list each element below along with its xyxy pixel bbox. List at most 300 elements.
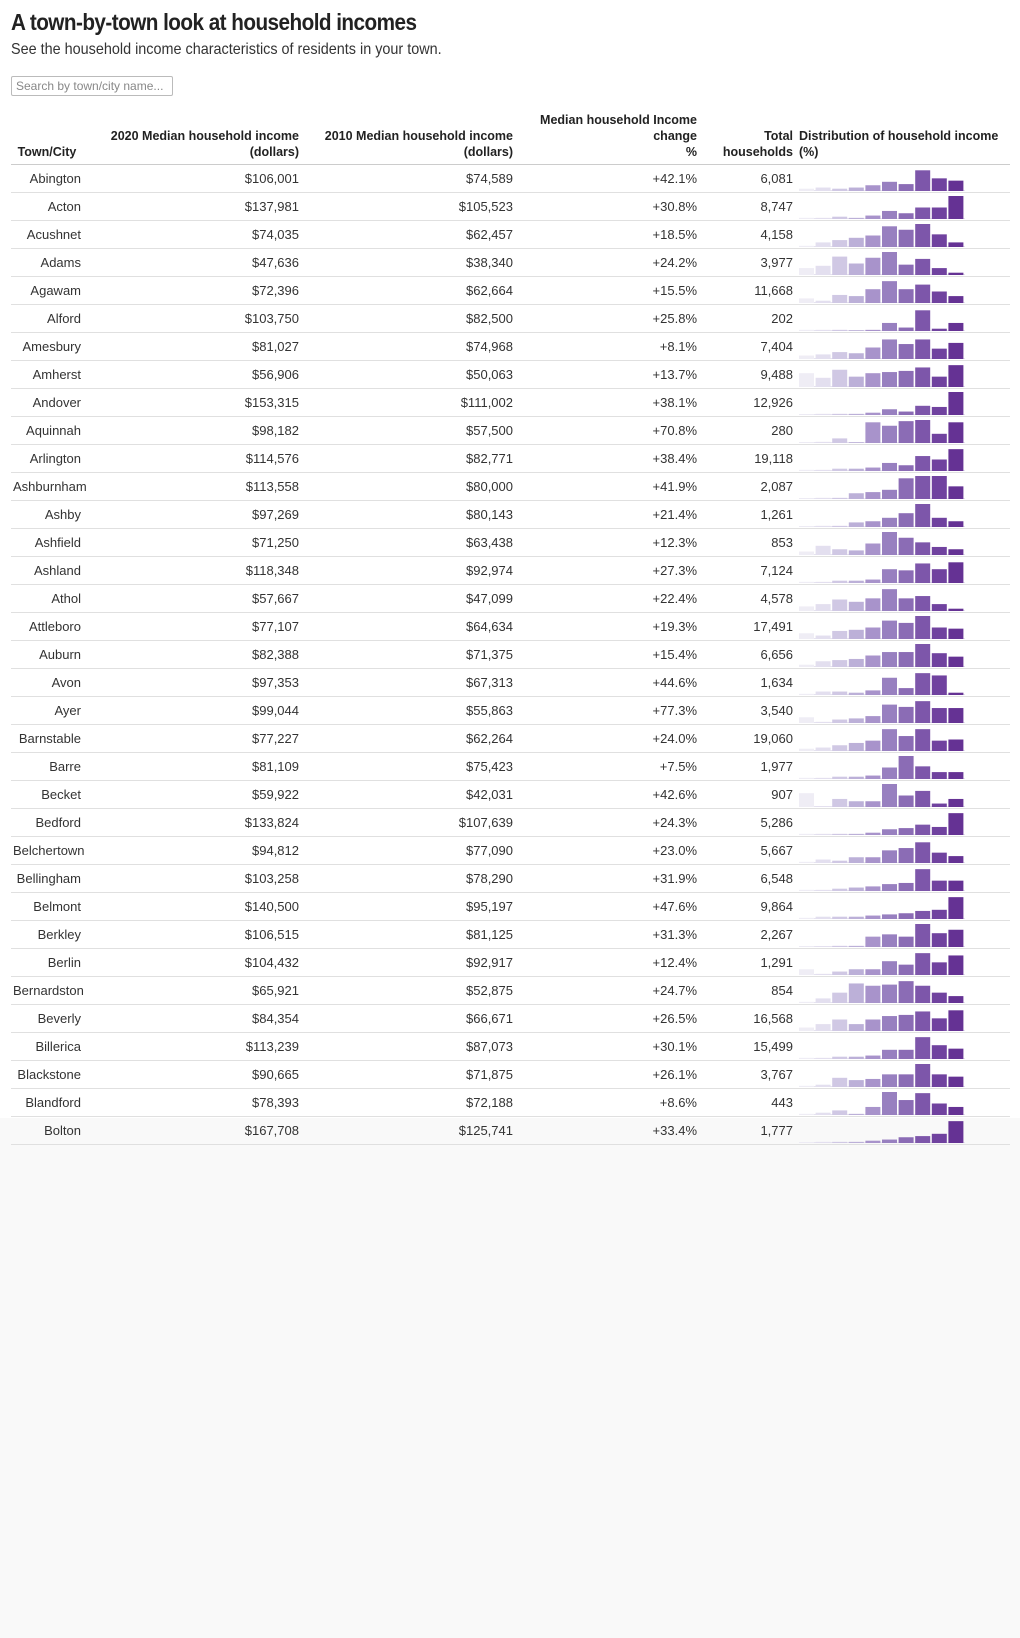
distribution-bar xyxy=(932,1018,947,1031)
town-cell: Bellingham xyxy=(11,865,83,893)
distribution-sparkline xyxy=(799,335,967,359)
distribution-bar xyxy=(882,210,897,218)
distribution-bar xyxy=(882,181,897,190)
distribution-bar xyxy=(832,798,847,806)
distribution-bar xyxy=(948,1048,963,1058)
distribution-bar xyxy=(932,604,947,611)
income-2010-cell: $77,090 xyxy=(301,837,515,865)
distribution-bar xyxy=(799,498,814,499)
distribution-bar xyxy=(816,187,831,190)
income-2020-cell: $104,432 xyxy=(83,949,301,977)
distribution-sparkline xyxy=(799,867,967,891)
households-cell: 443 xyxy=(699,1089,795,1117)
distribution-bar xyxy=(832,188,847,190)
distribution-sparkline xyxy=(799,979,967,1003)
header-income-2010[interactable] xyxy=(301,112,515,165)
distribution-bar xyxy=(832,468,847,470)
distribution-bar xyxy=(799,693,814,694)
distribution-bar xyxy=(832,833,847,834)
income-2010-cell: $81,125 xyxy=(301,921,515,949)
distribution-bar xyxy=(882,652,897,667)
distribution-bar xyxy=(882,850,897,863)
income-2010-cell: $74,589 xyxy=(301,165,515,193)
search-input[interactable] xyxy=(11,76,173,96)
distribution-bar xyxy=(799,717,814,723)
distribution-bar xyxy=(865,598,880,611)
distribution-bar xyxy=(865,329,880,330)
distribution-bar xyxy=(799,355,814,358)
distribution-bar xyxy=(799,526,814,527)
distribution-bar xyxy=(865,1078,880,1086)
header-income-2010-line2: (dollars) xyxy=(463,145,513,159)
distribution-bar xyxy=(849,442,864,443)
distribution-bar xyxy=(816,1057,831,1058)
distribution-bar xyxy=(816,1141,831,1142)
distribution-sparkline xyxy=(799,615,967,639)
distribution-bar xyxy=(948,322,963,330)
table-row xyxy=(11,473,1010,501)
distribution-sparkline xyxy=(799,475,967,499)
distribution-bar xyxy=(865,832,880,834)
distribution-bar xyxy=(832,599,847,611)
distribution-bar xyxy=(948,996,963,1003)
distribution-cell xyxy=(795,529,1010,557)
table-row xyxy=(11,165,1010,193)
distribution-bar xyxy=(799,188,814,190)
distribution-bar xyxy=(816,413,831,414)
table-row xyxy=(11,445,1010,473)
distribution-sparkline xyxy=(799,559,967,583)
households-cell: 280 xyxy=(699,417,795,445)
distribution-bar xyxy=(915,258,930,274)
table-row xyxy=(11,529,1010,557)
households-cell: 1,977 xyxy=(699,753,795,781)
distribution-bar xyxy=(849,330,864,331)
distribution-bar xyxy=(948,296,963,303)
distribution-bar xyxy=(882,1092,897,1115)
distribution-bar xyxy=(899,421,914,443)
income-change-cell: +15.5% xyxy=(515,277,699,305)
distribution-cell xyxy=(795,557,1010,585)
distribution-bar xyxy=(915,985,930,1002)
income-change-cell: +8.6% xyxy=(515,1089,699,1117)
distribution-cell xyxy=(795,753,1010,781)
distribution-cell xyxy=(795,361,1010,389)
distribution-cell xyxy=(795,1061,1010,1089)
distribution-sparkline xyxy=(799,223,967,247)
distribution-bar xyxy=(799,861,814,862)
distribution-cell xyxy=(795,501,1010,529)
distribution-bar xyxy=(849,550,864,555)
town-cell: Barnstable xyxy=(11,725,83,753)
income-change-cell: +70.8% xyxy=(515,417,699,445)
income-2010-cell: $55,863 xyxy=(301,697,515,725)
distribution-sparkline xyxy=(799,363,967,387)
distribution-bar xyxy=(915,456,930,471)
income-2020-cell: $65,921 xyxy=(83,977,301,1005)
distribution-bar xyxy=(932,569,947,583)
distribution-bar xyxy=(799,1142,814,1143)
distribution-cell xyxy=(795,977,1010,1005)
distribution-bar xyxy=(832,1141,847,1142)
distribution-sparkline xyxy=(799,307,967,331)
income-2010-cell: $92,917 xyxy=(301,949,515,977)
distribution-bar xyxy=(899,981,914,1003)
table-row xyxy=(11,865,1010,893)
distribution-bar xyxy=(899,795,914,807)
income-2010-cell: $52,875 xyxy=(301,977,515,1005)
distribution-bar xyxy=(832,413,847,414)
distribution-cell xyxy=(795,921,1010,949)
distribution-bar xyxy=(882,829,897,835)
page-title: A town-by-town look at household incomes xyxy=(11,9,417,35)
distribution-bar xyxy=(915,644,930,667)
income-change-cell: +19.3% xyxy=(515,613,699,641)
distribution-bar xyxy=(915,924,930,947)
distribution-bar xyxy=(915,542,930,555)
distribution-bar xyxy=(915,1011,930,1031)
distribution-bar xyxy=(915,405,930,414)
households-cell: 4,578 xyxy=(699,585,795,613)
distribution-bar xyxy=(899,370,914,386)
header-town[interactable] xyxy=(11,112,83,165)
distribution-cell xyxy=(795,669,1010,697)
distribution-bar xyxy=(832,971,847,974)
distribution-bar xyxy=(849,493,864,499)
distribution-bar xyxy=(948,196,963,219)
households-cell: 7,404 xyxy=(699,333,795,361)
distribution-bar xyxy=(849,692,864,694)
distribution-bar xyxy=(948,813,963,835)
distribution-bar xyxy=(816,998,831,1003)
distribution-bar xyxy=(832,992,847,1002)
income-2020-cell: $82,388 xyxy=(83,641,301,669)
table-row xyxy=(11,949,1010,977)
distribution-bar xyxy=(816,973,831,974)
distribution-bar xyxy=(948,955,963,975)
header-income-2010-line1: 2010 Median household income xyxy=(324,129,513,143)
income-2010-cell: $80,000 xyxy=(301,473,515,501)
header-households-line1: Total xyxy=(764,129,793,143)
distribution-bar xyxy=(932,653,947,667)
distribution-cell xyxy=(795,417,1010,445)
households-cell: 5,667 xyxy=(699,837,795,865)
distribution-cell xyxy=(795,1117,1010,1145)
income-2010-cell: $47,099 xyxy=(301,585,515,613)
town-cell: Barre xyxy=(11,753,83,781)
distribution-cell xyxy=(795,1005,1010,1033)
distribution-bar xyxy=(915,701,930,723)
income-2010-cell: $78,290 xyxy=(301,865,515,893)
distribution-bar xyxy=(915,790,930,806)
distribution-bar xyxy=(849,522,864,527)
distribution-bar xyxy=(882,934,897,947)
table-row xyxy=(11,585,1010,613)
distribution-bar xyxy=(832,580,847,582)
distribution-bar xyxy=(865,579,880,582)
distribution-bar xyxy=(915,729,930,751)
distribution-bar xyxy=(882,409,897,415)
income-2010-cell: $57,500 xyxy=(301,417,515,445)
income-2010-cell: $74,968 xyxy=(301,333,515,361)
income-2020-cell: $99,044 xyxy=(83,697,301,725)
income-change-cell: +18.5% xyxy=(515,221,699,249)
distribution-cell xyxy=(795,613,1010,641)
distribution-bar xyxy=(865,412,880,414)
distribution-bar xyxy=(932,348,947,358)
distribution-bar xyxy=(932,234,947,247)
distribution-bar xyxy=(832,352,847,359)
income-2010-cell: $125,741 xyxy=(301,1117,515,1145)
income-2020-cell: $77,107 xyxy=(83,613,301,641)
distribution-bar xyxy=(948,562,963,583)
distribution-bar xyxy=(816,377,831,386)
distribution-bar xyxy=(799,329,814,330)
distribution-bar xyxy=(882,569,897,583)
distribution-bar xyxy=(832,497,847,498)
distribution-bar xyxy=(882,1016,897,1031)
distribution-bar xyxy=(915,420,930,443)
distribution-bar xyxy=(832,945,847,946)
income-2020-cell: $103,750 xyxy=(83,305,301,333)
distribution-bar xyxy=(932,178,947,191)
distribution-sparkline xyxy=(799,531,967,555)
distribution-bar xyxy=(932,476,947,499)
distribution-bar xyxy=(816,525,831,526)
distribution-bar xyxy=(865,467,880,470)
header-income-2020[interactable] xyxy=(83,112,301,165)
distribution-bar xyxy=(832,860,847,862)
distribution-bar xyxy=(899,756,914,779)
table-row xyxy=(11,1005,1010,1033)
distribution-cell xyxy=(795,781,1010,809)
income-2010-cell: $62,264 xyxy=(301,725,515,753)
distribution-bar xyxy=(865,740,880,750)
distribution-bar xyxy=(816,635,831,638)
income-table xyxy=(11,112,1010,1145)
households-cell: 5,286 xyxy=(699,809,795,837)
distribution-bar xyxy=(915,1037,930,1059)
distribution-bar xyxy=(899,327,914,330)
households-cell: 4,158 xyxy=(699,221,795,249)
distribution-bar xyxy=(832,916,847,918)
distribution-bar xyxy=(865,1055,880,1058)
distribution-cell xyxy=(795,445,1010,473)
distribution-bar xyxy=(816,946,831,947)
distribution-bar xyxy=(799,442,814,443)
town-cell: Ayer xyxy=(11,697,83,725)
distribution-cell xyxy=(795,333,1010,361)
income-2020-cell: $81,109 xyxy=(83,753,301,781)
income-2010-cell: $95,197 xyxy=(301,893,515,921)
table-row xyxy=(11,417,1010,445)
distribution-bar xyxy=(849,833,864,834)
town-cell: Avon xyxy=(11,669,83,697)
distribution-bar xyxy=(865,985,880,1002)
distribution-bar xyxy=(865,915,880,918)
distribution-bar xyxy=(799,1085,814,1086)
distribution-cell xyxy=(795,221,1010,249)
town-cell: Ashfield xyxy=(11,529,83,557)
distribution-bar xyxy=(882,589,897,611)
distribution-bar xyxy=(816,469,831,470)
households-cell: 12,926 xyxy=(699,389,795,417)
distribution-bar xyxy=(915,207,930,219)
income-change-cell: +38.1% xyxy=(515,389,699,417)
households-cell: 11,668 xyxy=(699,277,795,305)
income-change-cell: +13.7% xyxy=(515,361,699,389)
header-income-2020-line2: (dollars) xyxy=(249,145,299,159)
distribution-bar xyxy=(799,1001,814,1002)
income-2010-cell: $42,031 xyxy=(301,781,515,809)
distribution-bar xyxy=(915,476,930,499)
distribution-sparkline xyxy=(799,167,967,191)
income-change-cell: +31.3% xyxy=(515,921,699,949)
distribution-bar xyxy=(948,880,963,890)
distribution-bar xyxy=(948,772,963,779)
distribution-bar xyxy=(948,521,963,527)
page-subtitle: See the household income characteristics of residents in your town. xyxy=(11,41,442,58)
income-2020-cell: $74,035 xyxy=(83,221,301,249)
distribution-bar xyxy=(882,704,897,722)
distribution-bar xyxy=(816,265,831,274)
distribution-bar xyxy=(932,627,947,639)
income-change-cell: +23.0% xyxy=(515,837,699,865)
income-2020-cell: $90,665 xyxy=(83,1061,301,1089)
income-2020-cell: $114,576 xyxy=(83,445,301,473)
town-cell: Berkley xyxy=(11,921,83,949)
distribution-bar xyxy=(899,289,914,303)
distribution-bar xyxy=(832,1056,847,1058)
header-households[interactable] xyxy=(699,112,795,165)
distribution-sparkline xyxy=(799,1007,967,1031)
distribution-bar xyxy=(832,256,847,274)
distribution-bar xyxy=(799,833,814,834)
households-cell: 8,747 xyxy=(699,193,795,221)
income-change-cell: +27.3% xyxy=(515,557,699,585)
distribution-bar xyxy=(832,888,847,890)
distribution-bar xyxy=(832,1077,847,1086)
income-2010-cell: $92,974 xyxy=(301,557,515,585)
distribution-bar xyxy=(932,1133,947,1142)
distribution-cell xyxy=(795,277,1010,305)
distribution-cell xyxy=(795,837,1010,865)
distribution-bar xyxy=(899,184,914,191)
distribution-bar xyxy=(799,664,814,666)
table-row xyxy=(11,809,1010,837)
distribution-bar xyxy=(849,742,864,750)
income-2020-cell: $56,906 xyxy=(83,361,301,389)
table-row xyxy=(11,193,1010,221)
distribution-bar xyxy=(816,721,831,722)
distribution-bar xyxy=(948,1121,963,1143)
distribution-bar xyxy=(865,235,880,247)
distribution-bar xyxy=(865,1019,880,1031)
distribution-cell xyxy=(795,865,1010,893)
distribution-bar xyxy=(882,884,897,891)
distribution-bar xyxy=(799,551,814,554)
distribution-bar xyxy=(882,1049,897,1058)
distribution-bar xyxy=(899,570,914,583)
distribution-bar xyxy=(832,369,847,386)
distribution-bar xyxy=(932,268,947,275)
distribution-bar xyxy=(932,207,947,219)
town-cell: Billerica xyxy=(11,1033,83,1061)
distribution-bar xyxy=(882,489,897,498)
income-2010-cell: $82,771 xyxy=(301,445,515,473)
distribution-cell xyxy=(795,809,1010,837)
distribution-bar xyxy=(832,294,847,302)
distribution-bar xyxy=(832,745,847,751)
distribution-sparkline xyxy=(799,671,967,695)
distribution-sparkline xyxy=(799,699,967,723)
distribution-bar xyxy=(882,1074,897,1087)
distribution-bar xyxy=(882,914,897,919)
town-cell: Ashland xyxy=(11,557,83,585)
distribution-bar xyxy=(899,1049,914,1058)
income-2020-cell: $81,027 xyxy=(83,333,301,361)
income-2010-cell: $67,313 xyxy=(301,669,515,697)
income-change-cell: +41.9% xyxy=(515,473,699,501)
distribution-bar xyxy=(948,342,963,358)
distribution-bar xyxy=(865,1106,880,1114)
table-row xyxy=(11,1089,1010,1117)
income-2020-cell: $113,239 xyxy=(83,1033,301,1061)
town-cell: Ashby xyxy=(11,501,83,529)
town-cell: Ashburnham xyxy=(11,473,83,501)
distribution-bar xyxy=(849,658,864,666)
distribution-bar xyxy=(849,776,864,778)
distribution-bar xyxy=(816,889,831,890)
distribution-bar xyxy=(849,983,864,1003)
distribution-bar xyxy=(832,216,847,218)
distribution-cell xyxy=(795,893,1010,921)
distribution-bar xyxy=(799,1113,814,1114)
distribution-bar xyxy=(948,272,963,274)
distribution-bar xyxy=(799,373,814,387)
distribution-bar xyxy=(915,1093,930,1115)
households-cell: 3,767 xyxy=(699,1061,795,1089)
distribution-bar xyxy=(849,969,864,975)
distribution-bar xyxy=(865,716,880,723)
town-cell: Auburn xyxy=(11,641,83,669)
table-row xyxy=(11,305,1010,333)
distribution-bar xyxy=(932,740,947,750)
income-change-cell: +26.5% xyxy=(515,1005,699,1033)
table-row xyxy=(11,753,1010,781)
distribution-sparkline xyxy=(799,1035,967,1059)
income-change-cell: +24.3% xyxy=(515,809,699,837)
town-cell: Bedford xyxy=(11,809,83,837)
distribution-bar xyxy=(816,833,831,834)
households-cell: 9,864 xyxy=(699,893,795,921)
distribution-cell xyxy=(795,165,1010,193)
town-cell: Alford xyxy=(11,305,83,333)
income-2010-cell: $75,423 xyxy=(301,753,515,781)
income-2020-cell: $106,515 xyxy=(83,921,301,949)
distribution-bar xyxy=(899,706,914,722)
distribution-bar xyxy=(849,580,864,582)
table-row xyxy=(11,221,1010,249)
header-income-2020-line1: 2020 Median household income xyxy=(110,129,299,143)
distribution-bar xyxy=(882,961,897,975)
distribution-bar xyxy=(915,842,930,863)
town-cell: Becket xyxy=(11,781,83,809)
distribution-bar xyxy=(849,718,864,723)
header-income-change[interactable] xyxy=(515,112,699,165)
distribution-bar xyxy=(865,969,880,975)
distribution-bar xyxy=(915,824,930,834)
